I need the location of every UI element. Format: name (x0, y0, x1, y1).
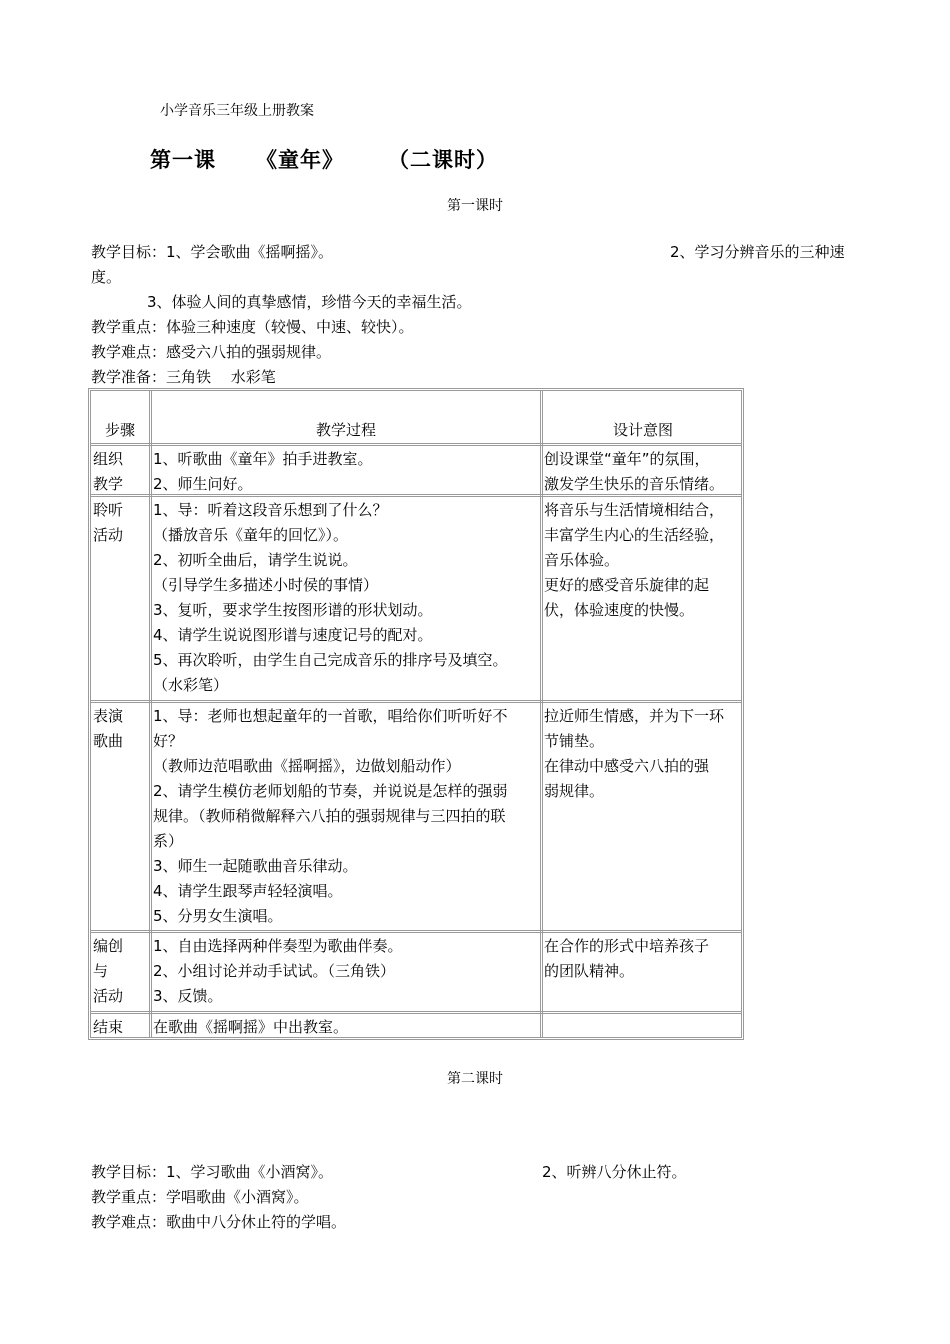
cell-line: 在律动中感受六八拍的强 (544, 757, 710, 775)
intent-cell (544, 447, 744, 497)
step-cell (93, 934, 147, 1009)
cell-line: （引导学生多描述小时侯的事情） (153, 576, 379, 594)
period2-objective-1: 教学目标：1、学习歌曲《小酒窝》。 (91, 1163, 334, 1181)
intent-cell (544, 498, 744, 623)
cell-line: 在歌曲《摇啊摇》中出教室。 (153, 1018, 349, 1036)
cell-line: 3、反馈。 (153, 987, 223, 1005)
period2-difficulty: 教学难点：歌曲中八分休止符的学唱。 (91, 1213, 347, 1231)
document-header: 小学音乐三年级上册教案 (160, 103, 314, 119)
cell-line: 弱规律。 (544, 782, 605, 800)
process-cell (153, 934, 539, 1009)
preparation: 教学准备：三角铁 水彩笔 (91, 368, 276, 386)
cell-line: 3、师生一起随歌曲音乐律动。 (153, 857, 358, 875)
cell-line: 在合作的形式中培养孩子 (544, 937, 710, 955)
song-title: 《童年》 (256, 148, 344, 172)
difficulty: 教学难点：感受六八拍的强弱规律。 (91, 343, 332, 361)
cell-line: 系） (153, 832, 184, 850)
cell-line: 结束 (93, 1018, 124, 1036)
objective-2-continued: 度。 (91, 268, 122, 286)
cell-line: 1、导：老师也想起童年的一首歌，唱给你们听听好不 (153, 707, 508, 725)
cell-line: 好？ (153, 732, 184, 750)
cell-line: 规律。（教师稍微解释六八拍的强弱规律与三四拍的联 (153, 807, 506, 825)
cell-line: 教学 (93, 475, 124, 493)
cell-line: 更好的感受音乐旋律的起 (544, 576, 710, 594)
objective-1: 教学目标：1、学会歌曲《摇啊摇》。 (91, 243, 334, 261)
cell-line: 2、初听全曲后，请学生说说。 (153, 551, 358, 569)
period2-objective-2: 2、听辨八分休止符。 (542, 1163, 687, 1181)
cell-line: 表演 (93, 707, 124, 725)
cell-line: 编创 (93, 937, 124, 955)
period1-heading: 第一课时 (447, 198, 503, 214)
key-point: 教学重点：体验三种速度（较慢、中速、较快）。 (91, 318, 414, 336)
header-intent: 设计意图 (612, 421, 673, 439)
cell-line: 2、小组讨论并动手试试。（三角铁） (153, 962, 396, 980)
cell-line: 5、分男女生演唱。 (153, 907, 283, 925)
period2-key-point: 教学重点：学唱歌曲《小酒窝》。 (91, 1188, 309, 1206)
cell-line: 聆听 (93, 501, 124, 519)
lesson-number: 第一课 (150, 148, 216, 172)
cell-line: 歌曲 (93, 732, 124, 750)
intent-cell (544, 934, 744, 984)
step-cell (93, 447, 147, 497)
header-step: 步骤 (104, 421, 135, 439)
objective-2: 2、学习分辨音乐的三种速 (670, 243, 845, 261)
cell-line: 4、请学生跟琴声轻轻演唱。 (153, 882, 343, 900)
cell-line: 激发学生快乐的音乐情绪。 (544, 475, 725, 493)
cell-line: 组织 (93, 450, 124, 468)
cell-line: 拉近师生情感，并为下一环 (544, 707, 725, 725)
cell-line: 活动 (93, 526, 124, 544)
process-cell (153, 498, 539, 698)
process-cell (153, 704, 539, 929)
cell-line: 1、听歌曲《童年》拍手进教室。 (153, 450, 373, 468)
step-cell (93, 1015, 147, 1040)
intent-cell (544, 704, 744, 804)
cell-line: 5、再次聆听，由学生自己完成音乐的排序号及填空。 (153, 651, 508, 669)
cell-line: 活动 (93, 987, 124, 1005)
step-cell (93, 704, 147, 754)
cell-line: 3、复听，要求学生按图形谱的形状划动。 (153, 601, 433, 619)
cell-line: （教师边范唱歌曲《摇啊摇》，边做划船动作） (153, 757, 461, 775)
step-cell (93, 498, 147, 548)
cell-line: 2、师生问好。 (153, 475, 253, 493)
process-cell (153, 447, 539, 497)
cell-line: （播放音乐《童年的回忆》）。 (153, 526, 349, 544)
cell-line: 的团队精神。 (544, 962, 635, 980)
period-count: （二课时） (388, 148, 498, 172)
cell-line: 节铺垫。 (544, 732, 605, 750)
objective-3: 3、体验人间的真挚感情，珍惜今天的幸福生活。 (147, 293, 472, 311)
cell-line: 与 (93, 962, 109, 980)
cell-line: 音乐体验。 (544, 551, 620, 569)
header-process: 教学过程 (315, 421, 376, 439)
cell-line: 2、请学生模仿老师划船的节奏，并说说是怎样的强弱 (153, 782, 508, 800)
process-cell (153, 1015, 539, 1040)
period2-heading: 第二课时 (447, 1071, 503, 1087)
cell-line: （水彩笔） (153, 676, 229, 694)
cell-line: 丰富学生内心的生活经验， (544, 526, 725, 544)
cell-line: 创设课堂“童年”的氛围， (544, 450, 710, 468)
cell-line: 1、自由选择两种伴奏型为歌曲伴奏。 (153, 937, 403, 955)
lesson-title (150, 144, 498, 174)
cell-line: 1、导：听着这段音乐想到了什么？ (153, 501, 388, 519)
teaching-process-table (88, 388, 744, 1040)
cell-line: 4、请学生说说图形谱与速度记号的配对。 (153, 626, 433, 644)
cell-line: 将音乐与生活情境相结合， (544, 501, 725, 519)
cell-line: 伏，体验速度的快慢。 (544, 601, 695, 619)
